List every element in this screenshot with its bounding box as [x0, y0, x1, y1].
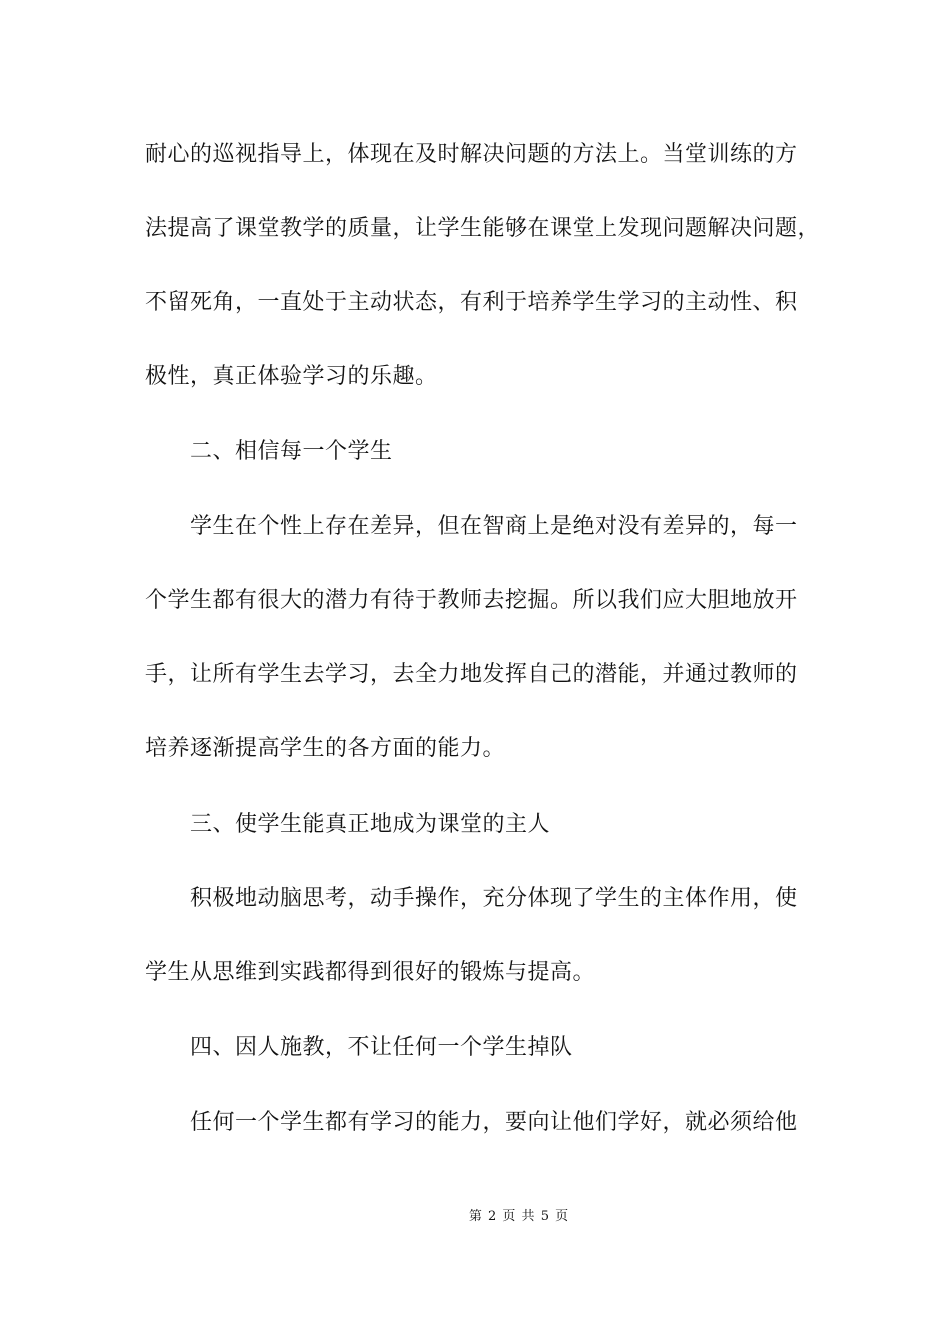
text-line: 积极地动脑思考，动手操作，充分体现了学生的主体作用，使: [190, 886, 798, 911]
text-line: 极性，真正体验学习的乐趣。: [145, 364, 438, 389]
text-line: 不留死角，一直处于主动状态，有利于培养学生学习的主动性、积: [145, 290, 798, 315]
text-line: 个学生都有很大的潜力有待于教师去挖掘。所以我们应大胆地放开: [145, 588, 798, 613]
text-line: 学生从思维到实践都得到很好的锻炼与提高。: [145, 960, 596, 985]
text-line: 法提高了课堂教学的质量，让学生能够在课堂上发现问题解决问题，: [145, 216, 821, 241]
text-line: 耐心的巡视指导上，体现在及时解决问题的方法上。当堂训练的方: [145, 142, 798, 167]
page-footer: 第 2 页 共 5 页: [468, 1209, 570, 1224]
text-line: 培养逐渐提高学生的各方面的能力。: [145, 736, 506, 761]
section-heading: 三、使学生能真正地成为课堂的主人: [190, 812, 551, 837]
section-heading: 二、相信每一个学生: [190, 439, 393, 464]
text-line: 手，让所有学生去学习，去全力地发挥自己的潜能，并通过教师的: [145, 662, 798, 687]
section-heading: 四、因人施教，不让任何一个学生掉队: [190, 1035, 573, 1060]
text-line: 任何一个学生都有学习的能力，要向让他们学好，就必须给他: [190, 1110, 798, 1135]
text-line: 学生在个性上存在差异，但在智商上是绝对没有差异的，每一: [190, 514, 798, 539]
